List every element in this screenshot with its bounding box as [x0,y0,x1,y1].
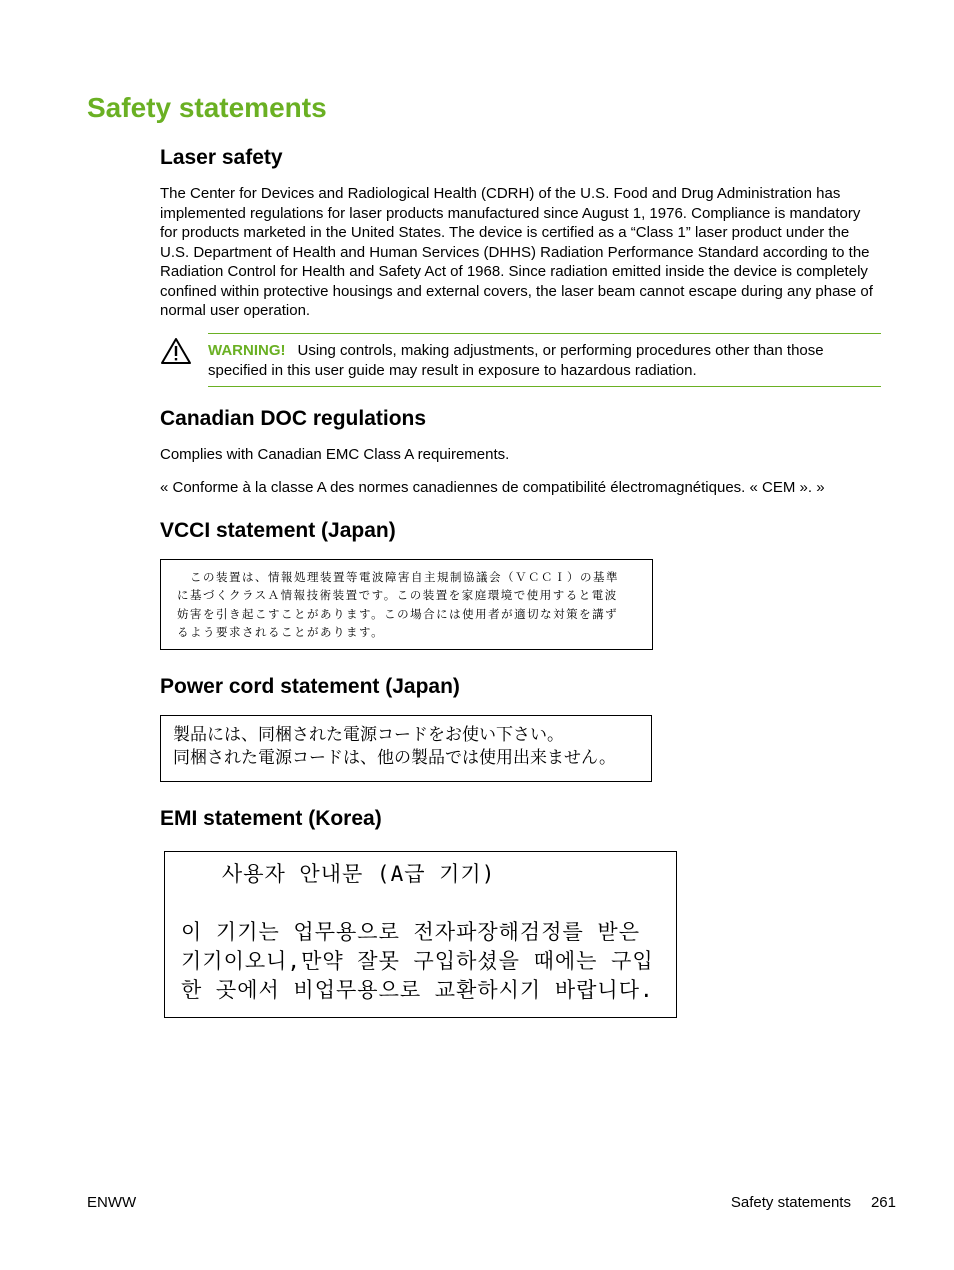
laser-safety-heading: Laser safety [160,146,283,169]
emi-korea-statement-text: 사용자 안내문 (A급 기기) 이 기기는 업무용으로 전자파장해검정를 받은 기기이오니,만약 잘못 구입하셨을 때에는 구입 한 곳에서 비업무용으로 교환하시기 바랍니다. [181,862,654,1002]
footer-page-number: 261 [870,1194,896,1211]
warning-message: Using controls, making adjustments, or performing procedures other than those specified in this user guide may result in exposure to hazardous radiation. [208,342,824,379]
power-cord-statement-box [160,715,652,782]
canadian-doc-heading: Canadian DOC regulations [160,407,427,430]
warning-callout [208,333,881,387]
page-title: Safety statements [87,92,327,123]
canadian-doc-para1: Complies with Canadian EMC Class A requirements. [160,446,510,463]
footer-right [731,1194,896,1211]
laser-safety-body: The Center for Devices and Radiological Health (CDRH) of the U.S. Food and Drug Administration has implemented regulations for laser products manufactured since August 1, 1976. Compliance is mandatory for products marketed in the United States. The device is certified as a “Class 1” laser product under the U.S. Department of Health and Human Services (DHHS) Radiation Performance Standard according to the Radiation Control for Health and Safety Act of 1968. Since radiation emitted inside the device is completely confined within protective housings and external covers, the laser beam cannot escape during any phase of normal user operation. [160,185,873,319]
footer-left: ENWW [87,1194,137,1211]
canadian-doc-para2: « Conforme à la classe A des normes canadiennes de compatibilité électromagnétiques. « CEM ». » [160,479,825,496]
warning-triangle-icon [160,337,192,370]
footer-section-name: Safety statements [730,1194,851,1211]
warning-label: WARNING! [208,342,286,359]
vcci-statement-text: この装置は、情報処理装置等電波障害自主規制協議会（ＶＣＣＩ）の基準 に基づくクラスＡ情報技術装置です。この装置を家庭環境で使用すると電波 妨害を引き起こすことがあります。この場合には使用者が適切な対策を講ず るよう要求されることがあります。 [177,570,619,639]
vcci-statement-box [160,559,653,650]
emi-korea-heading: EMI statement (Korea) [160,807,382,830]
emi-korea-statement-box [164,851,677,1018]
power-cord-heading: Power cord statement (Japan) [160,675,460,698]
vcci-heading: VCCI statement (Japan) [160,519,396,542]
warning-text [208,341,881,380]
power-cord-statement-text: 製品には、同梱された電源コードをお使い下さい。 同梱された電源コードは、他の製品では使用出来ません。 [173,725,617,768]
